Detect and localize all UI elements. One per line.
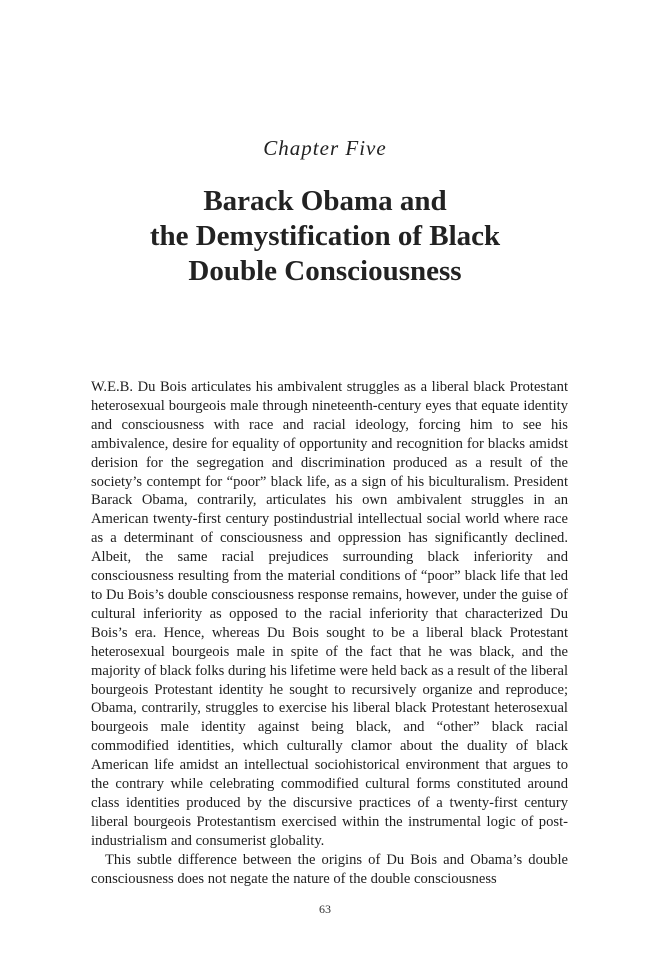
chapter-label: Chapter Five — [263, 136, 387, 160]
chapter-title — [120, 184, 530, 289]
page-number: 63 — [319, 902, 331, 916]
body-text — [91, 378, 568, 888]
chapter-title-line: Barack Obama and — [203, 185, 447, 217]
chapter-title-line: the Demystification of Black — [149, 220, 501, 252]
chapter-title-line: Double Consciousness — [188, 255, 462, 287]
paragraph: This subtle difference between the origins of Du Bois and Obama’s double consciousness does not negate the nature of the double consciousness — [91, 851, 568, 887]
paragraph: W.E.B. Du Bois articulates his ambivalent struggles as a liberal black Protestant heterosexual bourgeois male through nineteenth-century eyes that equate identity and consciousness with race and racial ideology, forcing him to see his ambivalence, desire for equality of opportunity and recognition for blacks amidst derision for the segregation and discrimination produced as a result of the society’s contempt for “poor” black life, as a sign of his biculturalism. President Barack Obama, contrarily, articulates his own ambivalent struggles in an American twenty-first century postindustrial intellectual social world where race as a determinant of consciousness and oppression has significantly declined. Albeit, the same racial prejudices surrounding black inferiority and consciousness resulting from the material conditions of “poor” black life that led to Du Bois’s double consciousness response remains, however, under the guise of cultural inferiority as opposed to the racial inferiority that characterized Du Bois’s era. Hence, whereas Du Bois sought to be a liberal black Protestant heterosexual bourgeois male in spite of the fact that he was black, and the majority of black folks during his lifetime were held back as a result of the liberal bourgeois Protestant identity he sought to recursively organize and reproduce; Obama, contrarily, struggles to exercise his liberal black Protestant heterosexual bourgeois male identity against being black, and “other” black racial commodified identities, which culturally clamor about the duality of black American life amidst an intellectual sociohistorical environment that argues to the contrary while celebrating commodified cultural forms constituted around class identities produced by the discursive practices of a twenty-first century liberal bourgeois Protestantism exercised within the instrumental logic of post-industrialism and consumerist globality. — [91, 379, 568, 849]
